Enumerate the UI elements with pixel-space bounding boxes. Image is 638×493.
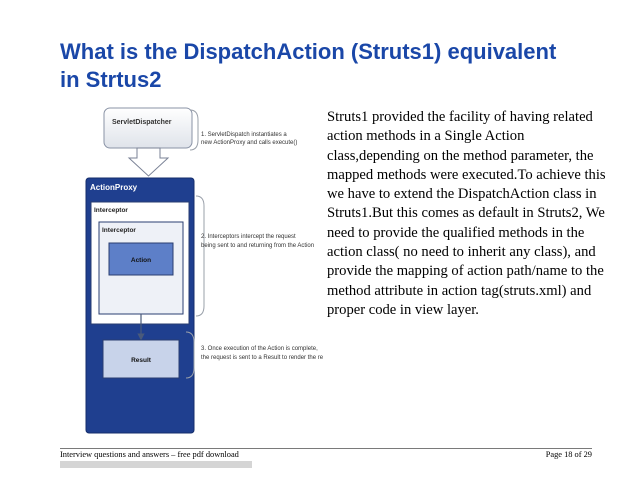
servlet-dispatcher-label: ServletDispatcher bbox=[112, 119, 172, 126]
note-1-line-2: new ActionProxy and calls execute() bbox=[201, 140, 298, 146]
note-2-line-2: being sent to and returning from the Action bbox=[201, 243, 315, 249]
result-label: Result bbox=[131, 357, 151, 364]
page-number: Page 18 of 29 bbox=[545, 450, 592, 459]
bracket-2 bbox=[196, 196, 204, 316]
note-3-line-1: 3. Once execution of the Action is complete, bbox=[201, 346, 318, 352]
body-paragraph: Struts1 provided the facility of having related action methods in a Single Action class,depending on the method parameter, the mapped methods were executed.To achieve this we have to extend the DispatchAction class in Struts1.But this comes as default in Struts2, We need to provide the qualified methods in the action class( no need to inherit any class), and provide the mapping of action path/name to the method attribute in action tag(struts.xml) and proper code in view layer. bbox=[327, 109, 606, 318]
footer-source: Interview questions and answers – free pdf download bbox=[60, 450, 239, 459]
note-2-line-1: 2. Interceptors intercept the request bbox=[201, 234, 296, 240]
title-line-1: What is the DispatchAction (Struts1) equivalent bbox=[60, 39, 557, 64]
servlet-dispatcher-box bbox=[104, 108, 192, 148]
interceptor-outer-label: Interceptor bbox=[94, 207, 128, 214]
title-line-2: in Strtus2 bbox=[60, 67, 162, 92]
action-proxy-label: ActionProxy bbox=[90, 183, 138, 192]
note-3-line-2: the request is sent to a Result to render the re bbox=[201, 355, 324, 361]
footer-decoration bbox=[60, 461, 252, 468]
interceptor-inner-label: Interceptor bbox=[102, 227, 136, 234]
down-arrow bbox=[129, 148, 168, 176]
action-label: Action bbox=[130, 257, 152, 264]
note-1-line-1: 1. ServletDispatch instantiates a bbox=[201, 132, 287, 138]
